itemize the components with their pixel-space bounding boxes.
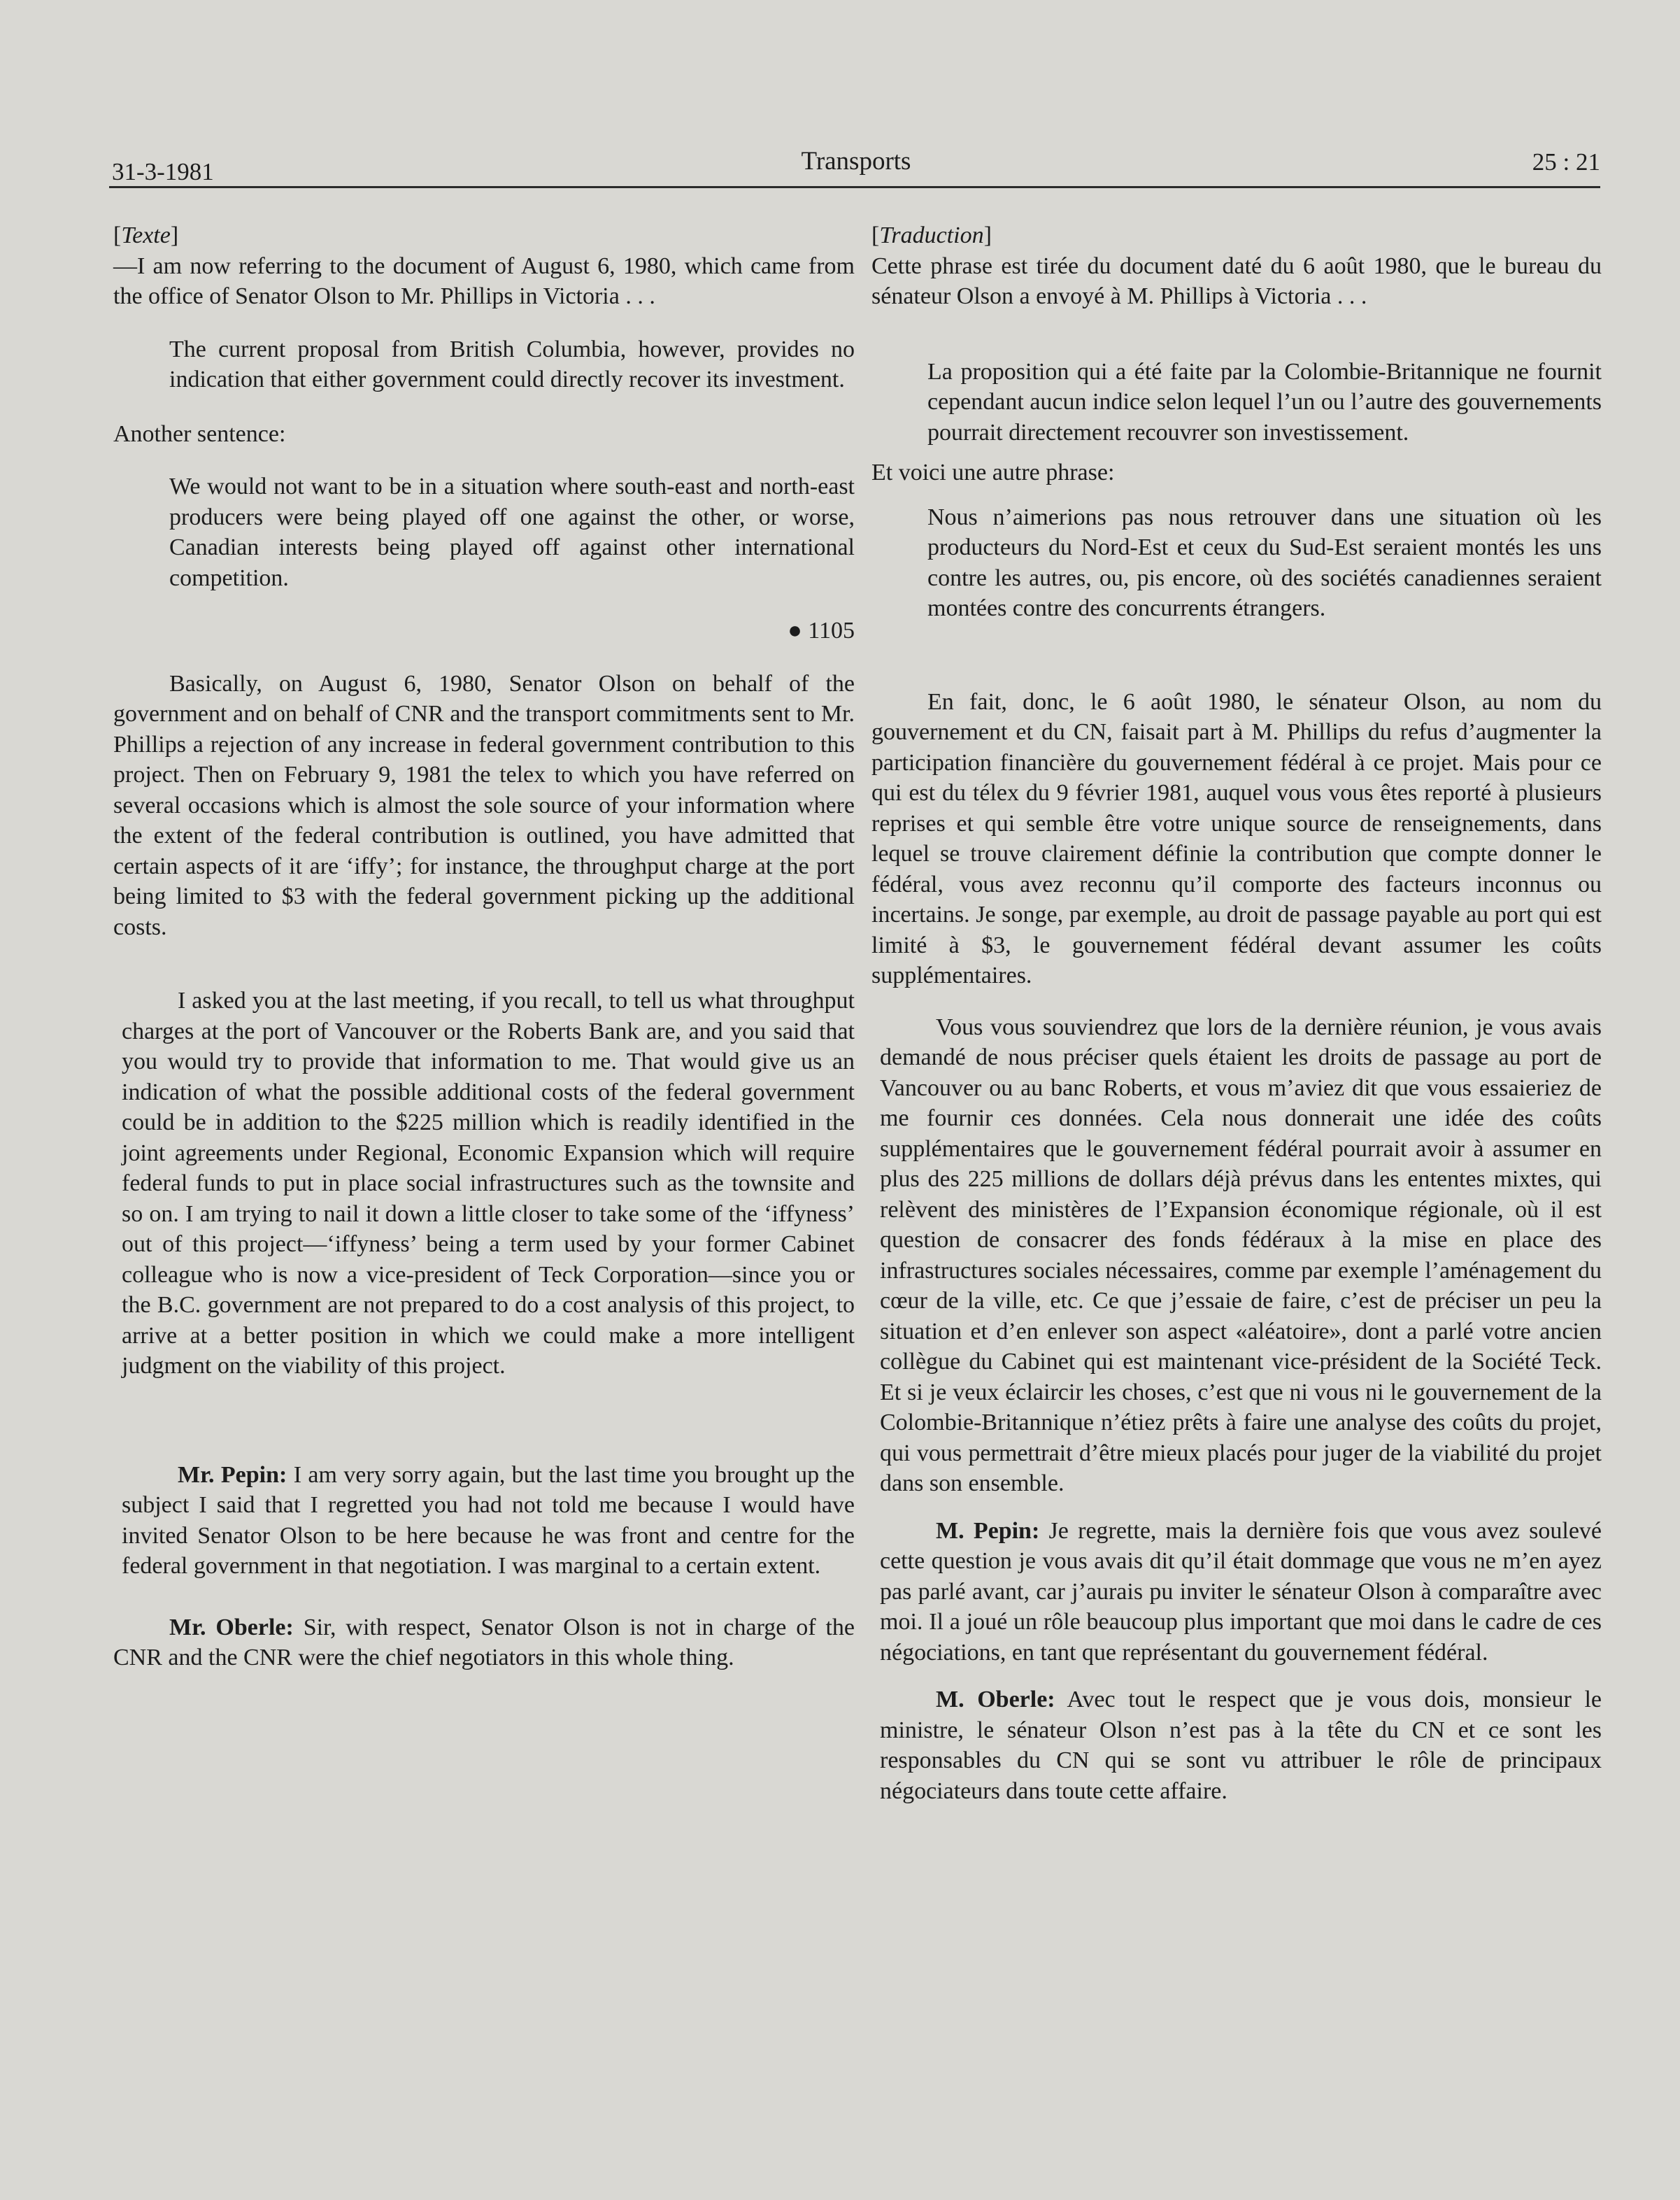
time-marker: ● 1105 — [788, 618, 855, 644]
french-paragraph-1: Cette phrase est tirée du document daté du 6 août 1980, que le bureau du sénateur Olson a envoyé à M. Phillips à Victoria . . . — [871, 253, 1602, 309]
english-paragraph-4: I asked you at the last meeting, if you recall, to tell us what throughput charges at the port of Vancouver or the Roberts Bank are, and you said that you would try to provide that information to me. That would give us an indication of what the possible additional costs of the federal government could be in addition to the $225 million which is readily identified in the joint agreements under Regional, Economic Expansion which will require federal funds to put in place social infrastructures such as the townsite and so on. I am trying to nail it down a little closer to take some of the ‘iffyness’ out of this project—‘iffyness’ being a term used by your former Cabinet colleague who is now a vice-president of Teck Corporation—since you or the B.C. government are not prepared to do a cost analysis of this project, to arrive at a better position in which we could make a more intelligent judgment on the viability of this project. — [122, 988, 855, 1379]
french-paragraph-5 — [871, 1516, 1602, 1668]
french-paragraph-6 — [871, 1684, 1602, 1806]
english-paragraph-5 — [113, 1460, 855, 1582]
french-column — [871, 220, 1602, 1806]
french-quote-1: La proposition qui a été faite par la Colombie-Britannique ne fournit cependant aucun indice selon lequel l’un ou l’autre des gouvernements pourrait directement recouvrer son investissement. — [927, 358, 1602, 446]
english-label-text: Texte — [121, 222, 171, 248]
speaker-oberle-fr: M. Oberle: — [936, 1687, 1055, 1712]
speaker-pepin-fr: M. Pepin: — [936, 1517, 1040, 1544]
french-paragraph-5-text: Je regrette, mais la dernière fois que vous avez soulevé cette question je vous avais dit qu’il était dommage que vous ne m’en ayez pas parlé avant, car j’aurais pu inviter le sénateur Olson à comparaître avec moi. Il a joué un rôle beaucoup plus important que moi dans le cadre de ces négociations, en tant que représentant du gouvernement fédéral. — [880, 1517, 1602, 1666]
english-quote-2: We would not want to be in a situation where south-east and north-east producers were being played off one against the other, or worse, Canadian interests being played off against other international competition. — [169, 474, 855, 591]
french-paragraph-3: En fait, donc, le 6 août 1980, le sénateur Olson, au nom du gouvernement et du CN, faisait part à M. Phillips du refus d’augmenter la participation financière du gouvernement fédéral à ce projet. Mais pour ce qui est du télex du 9 février 1981, auquel vous vous êtes reporté à plusieurs reprises et qui semble être votre unique source de renseignements, dans lequel se trouve clairement définie la contribution que compte donner le fédéral, vous avez reconnu qu’il comporte des facteurs inconnus ou incertains. Je songe, par exemple, au droit de passage payable au port qui est limité à $3, le gouvernement fédéral devant assumer les coûts supplémentaires. — [871, 688, 1602, 988]
english-paragraph-2: Another sentence: — [113, 420, 286, 447]
header-rule — [109, 186, 1600, 188]
english-section-label: [Texte] — [113, 222, 179, 248]
french-label-text: Traduction — [879, 222, 984, 248]
speaker-pepin: Mr. Pepin: — [178, 1461, 287, 1488]
english-paragraph-6-text: Sir, with respect, Senator Olson is not in charge of the CNR and the CNR were the chief negotiators in this whole thing. — [113, 1614, 855, 1670]
page-header — [112, 137, 1600, 193]
french-paragraph-4: Vous vous souviendrez que lors de la dernière réunion, je vous avais demandé de nous préciser quels étaient les droits de passage au port de Vancouver ou au banc Roberts, et vous m’aviez dit que vous essaieriez de me fournir ces données. Cela nous donnerait une idée des coûts supplémentaires que le gouvernement fédéral pourrait avoir à assumer en plus des 225 millions de dollars déjà prévus dans les ententes mixtes, qui relèvent des ministères de l’Expansion économique régionale, où il est question de consacrer des fonds fédéraux à la mise en place des infrastructures sociales nécessaires, comme par exemple l’aménagement du cœur de la ville, etc. Ce que j’essaie de faire, c’est de préciser un peu la situation et d’en enlever son aspect «aléatoire», dont a parlé votre ancien collègue du Cabinet qui est maintenant vice-président de la Société Teck. Et si je veux éclaircir les choses, c’est que ni vous ni le gouvernement de la Colombie-Britannique n’étiez prêts à faire une analyse des coûts du projet, qui vous permettrait d’être mieux placés pour juger de la viabilité du projet dans son ensemble. — [880, 1014, 1602, 1496]
header-page-number: 25 : 21 — [1532, 148, 1600, 176]
english-paragraph-6 — [113, 1612, 855, 1673]
english-paragraph-5-text: I am very sorry again, but the last time you brought up the subject I said that I regretted you had not told me because I would have invited Senator Olson to be here because he was front and centre for the federal government in that negotiation. I was marginal to a certain extent. — [122, 1461, 855, 1579]
header-date: 31-3-1981 — [112, 158, 214, 185]
english-column — [113, 220, 855, 1673]
english-paragraph-3: Basically, on August 6, 1980, Senator Olson on behalf of the government and on behalf of CNR and the transport commitments sent to Mr. Phillips a rejection of any increase in federal government contribution to this project. Then on February 9, 1981 the telex to which you have referred on several occasions which is almost the sole source of your information where the extent of the federal contribution is outlined, you have admitted that certain aspects of it are ‘iffy’; for instance, the throughput charge at the port being limited to $3 with the federal government picking up the additional costs. — [113, 670, 855, 940]
french-section-label: [Traduction] — [871, 222, 992, 248]
english-quote-1: The current proposal from British Columbia, however, provides no indication that either government could directly recover its investment. — [169, 336, 855, 392]
header-title: Transports — [801, 147, 911, 176]
french-quote-2: Nous n’aimerions pas nous retrouver dans une situation où les producteurs du Nord-Est et ceux du Sud-Est seraient montés les uns contre les autres, ou, pis encore, où des sociétés canadiennes seraient montées contre des concurrents étrangers. — [927, 504, 1602, 621]
french-paragraph-6-text: Avec tout le respect que je vous dois, monsieur le ministre, le sénateur Olson n’est pas à la tête du CN et ce sont les responsables du CN qui se sont vu attribuer le rôle de principaux négociateurs dans toute cette affaire. — [880, 1687, 1602, 1804]
speaker-oberle: Mr. Oberle: — [169, 1614, 294, 1640]
french-paragraph-2: Et voici une autre phrase: — [871, 460, 1115, 485]
english-paragraph-1: —I am now referring to the document of August 6, 1980, which came from the office of Senator Olson to Mr. Phillips in Victoria . . . — [113, 253, 855, 309]
